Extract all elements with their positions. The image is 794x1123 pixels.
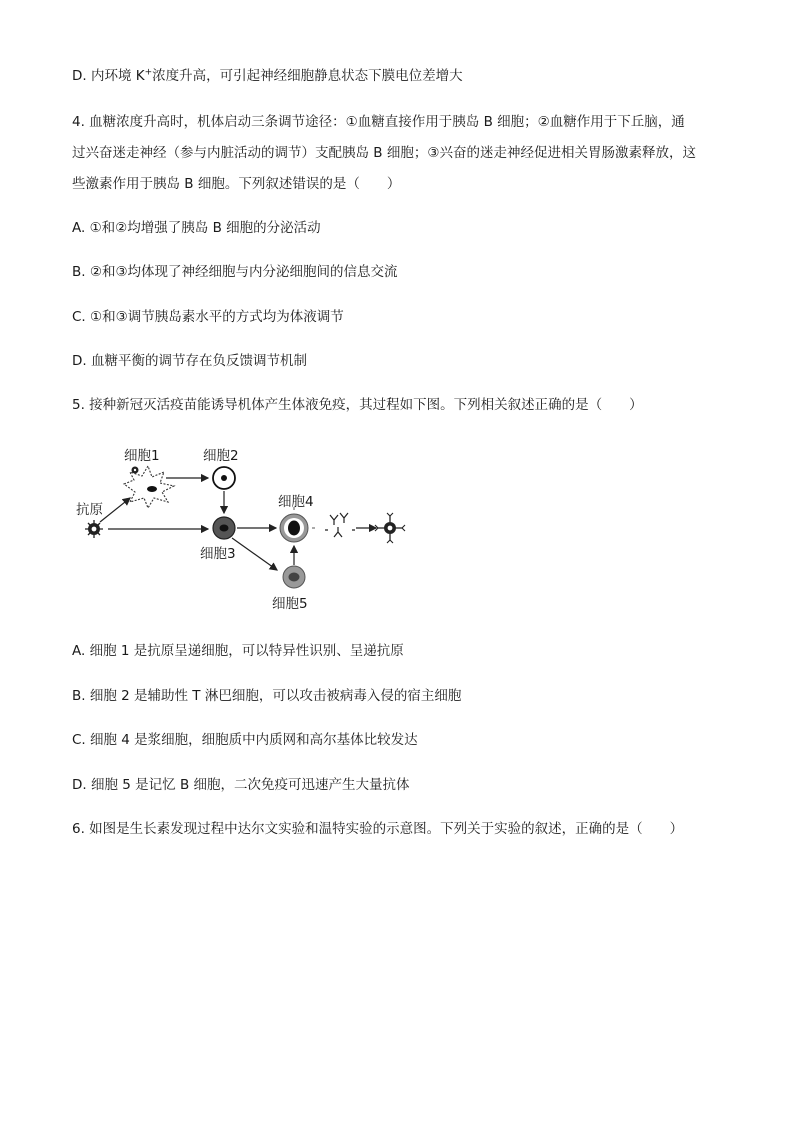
label-antigen: 抗原 <box>76 502 103 518</box>
q4-option-d: D. 血糖平衡的调节存在负反馈调节机制 <box>72 353 307 369</box>
superscript: + <box>144 67 153 78</box>
arrow-antigen-to-cell1 <box>100 498 130 522</box>
q4-stem-line1: 4. 血糖浓度升高时，机体启动三条调节途径：①血糖直接作用于胰岛 B 细胞；②血糖作用于下丘脑，通 <box>72 114 685 130</box>
q5-option-a: A. 细胞 1 是抗原呈递细胞，可以特异性识别、呈递抗原 <box>72 643 404 659</box>
label-cell2: 细胞2 <box>203 448 239 464</box>
q4-option-b: B. ②和③均体现了神经细胞与内分泌细胞间的信息交流 <box>72 264 398 280</box>
q5-stem: 5. 接种新冠灭活疫苗能诱导机体产生体液免疫，其过程如下图。下列相关叙述正确的是（ ） <box>72 397 643 413</box>
q4-option-c: C. ①和③调节胰岛素水平的方式均为体液调节 <box>72 309 344 325</box>
cell1-antigen-presenting-cell <box>124 466 174 508</box>
cell4-plasma-cell <box>273 507 315 542</box>
arrow-cell3-to-cell5 <box>232 538 277 570</box>
q3-option-d-text: D. 内环境 K <box>72 68 145 84</box>
q5-option-c: C. 细胞 4 是浆细胞，细胞质中内质网和高尔基体比较发达 <box>72 732 418 748</box>
q4-option-a: A. ①和②均增强了胰岛 B 细胞的分泌活动 <box>72 220 321 236</box>
cell2-helper-t-cell <box>213 467 235 489</box>
cell3-b-cell <box>213 517 235 539</box>
q3-option-d-text-rest: 浓度升高，可引起神经细胞静息状态下膜电位差增大 <box>152 68 463 84</box>
label-cell3: 细胞3 <box>200 546 236 562</box>
antigen-antibody-complex <box>375 513 405 543</box>
antibodies-icon <box>325 513 355 537</box>
q4-stem-line3: 些激素作用于胰岛 B 细胞。下列叙述错误的是（ ） <box>72 176 401 192</box>
antigen-particle <box>85 520 103 538</box>
label-cell5: 细胞5 <box>272 596 308 612</box>
q6-stem: 6. 如图是生长素发现过程中达尔文实验和温特实验的示意图。下列关于实验的叙述，正确的是（ ） <box>72 821 684 837</box>
q4-stem-line2: 过兴奋迷走神经（参与内脏活动的调节）支配胰岛 B 细胞；③兴奋的迷走神经促进相关胃肠激素释放，这 <box>72 145 696 161</box>
q5-option-d: D. 细胞 5 是记忆 B 细胞，二次免疫可迅速产生大量抗体 <box>72 777 410 793</box>
humoral-immunity-diagram <box>72 436 412 616</box>
label-cell4: 细胞4 <box>278 494 314 510</box>
label-cell1: 细胞1 <box>124 448 160 464</box>
cell5-memory-b-cell <box>283 566 305 588</box>
q3-option-d <box>72 67 463 85</box>
q5-option-b: B. 细胞 2 是辅助性 T 淋巴细胞，可以攻击被病毒入侵的宿主细胞 <box>72 688 462 704</box>
